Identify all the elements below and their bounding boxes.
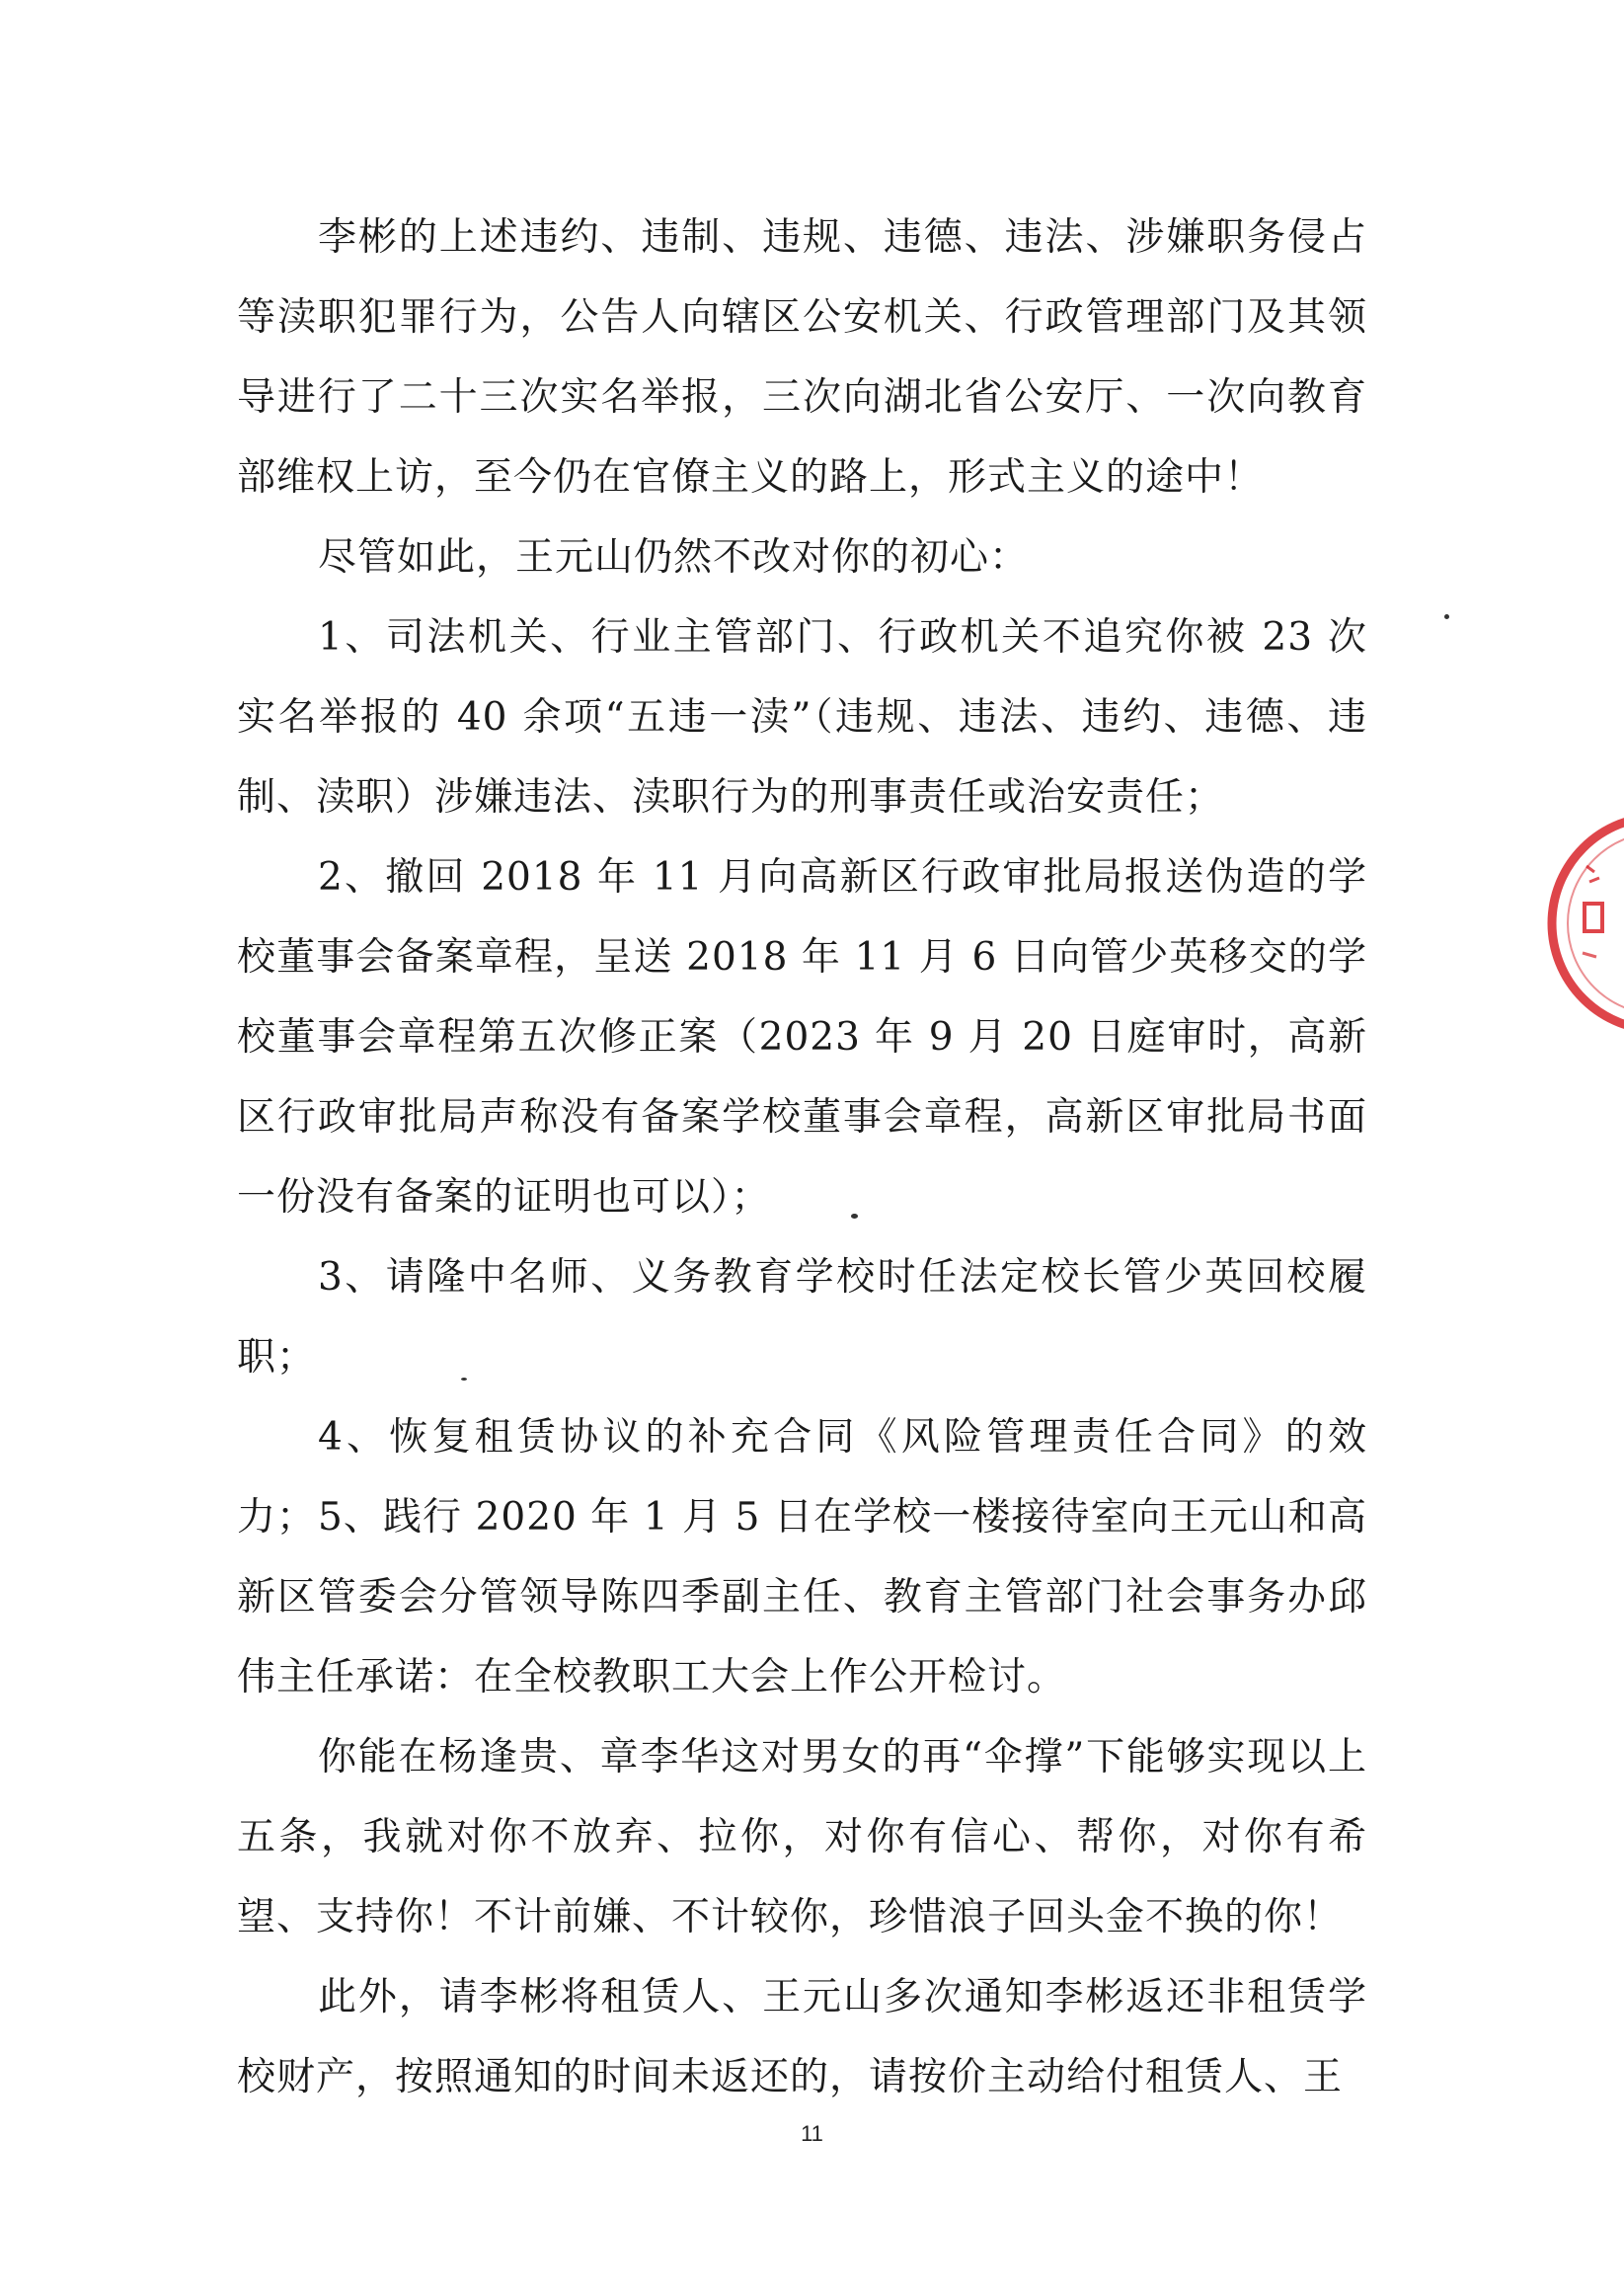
list-item-5: 5、践行 2020 年 1 月 5 日在学校一楼接待室向王元山和高新区管委会分管领导陈四季副主任、教育主管部门社会事务办邱伟主任承诺：在全校教职工大会上作公开检讨。 [237, 1495, 1367, 1700]
list-item-1: 1、司法机关、行业主管部门、行政机关不追究你被 23 次实名举报的 40 余项“五违一渎”（违规、违法、违约、违德、违制、渎职）涉嫌违法、渎职行为的刑事责任或治安责任； [237, 615, 1367, 820]
list-item-2: 2、撤回 2018 年 11 月向高新区行政审批局报送伪造的学校董事会备案章程，呈送 2018 年 11 月 6 日向管少英移交的学校董事会章程第五次修正案（2023 年 9 月 20 日庭审时，高新区行政审批局声称没有备案学校董事会章程，高新区审批局书面一份没有备案的证明也可以）； [237, 855, 1367, 1220]
paragraph-additional: 此外，请李彬将租赁人、王元山多次通知李彬返还非租赁学校财产，按照通知的时间未返还的，请按价主动给付租赁人、王 [237, 1975, 1367, 2099]
list-item-3: 3、请隆中名师、义务教育学校时任法定校长管少英回校履职； [237, 1255, 1367, 1380]
paragraph-1: 李彬的上述违约、违制、违规、违德、违法、涉嫌职务侵占等渎职犯罪行为，公告人向辖区公安机关、行政管理部门及其领导进行了二十三次实名举报，三次向湖北省公安厅、一次向教育部维权上访，至今仍在官僚主义的路上，形式主义的途中！ [237, 215, 1367, 500]
list-item-4: 4、恢复租赁协议的补充合同《风险管理责任合同》的效力； [237, 1415, 1367, 1540]
scan-speck [461, 1378, 467, 1381]
paragraph-2: 尽管如此，王元山仍然不改对你的初心： [318, 535, 1030, 580]
scan-speck [851, 1214, 858, 1219]
scan-speck [1444, 614, 1449, 619]
paragraph-conditions: 你能在杨逢贵、章李华这对男女的再“伞撑”下能够实现以上五条，我就对你不放弃、拉你，对你有信心、帮你，对你有希望、支持你！不计前嫌、不计较你，珍惜浪子回头金不换的你！ [237, 1735, 1367, 1939]
red-seal-stamp [1535, 805, 1624, 1042]
page-number: 11 [801, 2121, 823, 2146]
